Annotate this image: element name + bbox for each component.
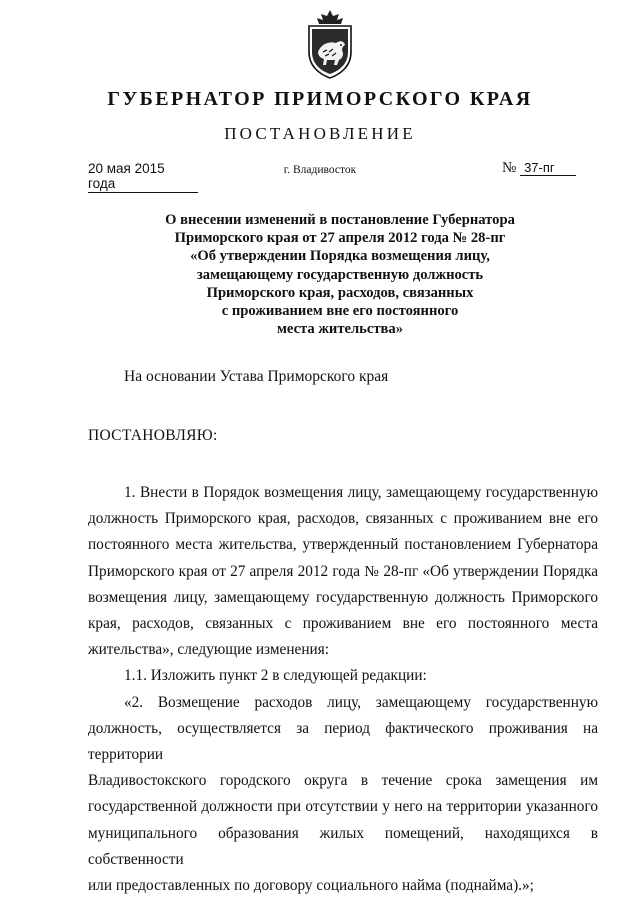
title-line: О внесении изменений в постановление Губернатора: [165, 212, 515, 228]
paragraph-line: Приморского края от 27 апреля 2012 года № 28-пг «Об утверждении Порядка: [88, 562, 598, 580]
number-value: 37-пг: [520, 160, 576, 176]
title-line: места жительства»: [276, 321, 404, 338]
title-line: «Об утверждении Порядка возмещения лицу,: [190, 248, 490, 265]
document-city: г. Владивосток: [283, 164, 357, 176]
number-sign: №: [502, 160, 517, 176]
paragraph-line: жительства», следующие изменения:: [88, 641, 329, 659]
document-date: 20 мая 2015 года: [88, 161, 198, 193]
document-body: [88, 480, 598, 899]
paragraph-line: 1.1. Изложить пункт 2 в следующей редакции:: [124, 667, 427, 685]
paragraph-line: должность Приморского края, расходов, связанных с проживанием вне его: [88, 510, 598, 528]
title-line: замещающему государственную должность: [196, 266, 484, 283]
paragraph-line: государственной должности при отсутствии у него на территории указанного: [88, 798, 598, 816]
paragraph-line: муниципального образования жилых помещений, находящихся в собственности: [88, 824, 598, 868]
paragraph-line: постоянного места жительства, утвержденный постановлением Губернатора: [88, 536, 598, 554]
document-title: [80, 211, 600, 338]
document-type: ПОСТАНОВЛЕНИЕ: [224, 124, 416, 143]
paragraph-2-quote: [88, 690, 598, 900]
authority-heading: ГУБЕРНАТОР ПРИМОРСКОГО КРАЯ: [107, 88, 533, 110]
document-number: [502, 160, 576, 177]
paragraph-line: или предоставленных по договору социального найма (поднайма).»;: [88, 877, 534, 895]
paragraph-line: «2. Возмещение расходов лицу, замещающему государственную: [124, 693, 598, 711]
title-line: Приморского края от 27 апреля 2012 года № 28-пг: [174, 230, 506, 247]
paragraph-line: края, расходов, связанных с проживанием вне его постоянного места: [88, 615, 598, 633]
paragraph-1: [88, 480, 598, 663]
paragraph-line: должность, осуществляется за период фактического проживания на территории: [88, 719, 598, 764]
title-line: Приморского края, расходов, связанных: [206, 284, 474, 301]
paragraph-line: Владивостокского городского округа в течение срока замещения им: [88, 772, 598, 790]
paragraph-1-1: [88, 663, 598, 689]
paragraph-line: возмещения лицу, замещающему государственную должность Приморского: [88, 588, 598, 606]
decree-word: ПОСТАНОВЛЯЮ:: [88, 427, 218, 444]
title-line: с проживанием вне его постоянного: [221, 303, 459, 320]
paragraph-line: 1. Внести в Порядок возмещения лицу, замещающему государственную: [124, 484, 598, 501]
coat-of-arms-icon: [299, 8, 361, 80]
legal-basis: На основании Устава Приморского края: [124, 368, 389, 385]
